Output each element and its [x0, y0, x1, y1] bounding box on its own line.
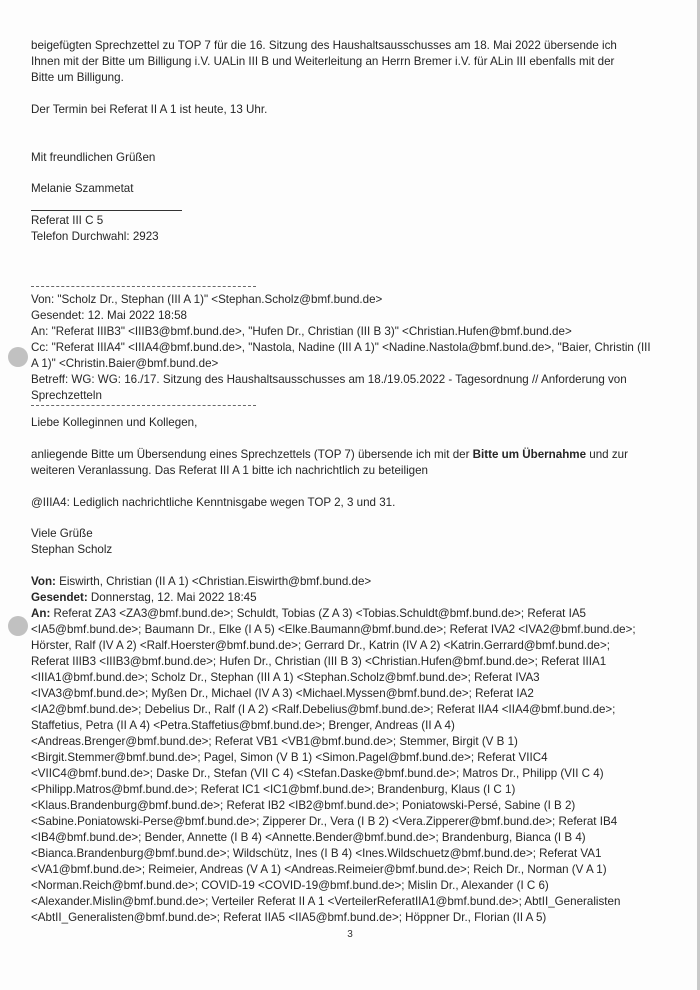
- header-cc: Cc: "Referat IIIA4" <IIIA4@bmf.bund.de>, "Nastola, Nadine (III A 1)" <Nadine.Nastola@bmf.bund.de>, "Baier, Christin (III: [31, 341, 651, 354]
- header-label: Gesendet:: [31, 591, 88, 604]
- recipient-line: <Birgit.Stemmer@bmf.bund.de>; Pagel, Simon (V B 1) <Simon.Pagel@bmf.bund.de>; Referat VIIC4: [31, 751, 548, 764]
- phone-text: Telefon Durchwahl: 2923: [31, 230, 159, 243]
- termin-note: [31, 102, 679, 118]
- signature-greeting: [31, 150, 679, 166]
- closing-text: Viele Grüße: [31, 527, 93, 540]
- message-separator: [31, 405, 256, 406]
- forward-header-1: [31, 292, 679, 404]
- recipient-line: Referat IIIB3 <IIIB3@bmf.bund.de>; Hufen Dr., Christian (III B 3) <Christian.Hufen@bmf.bund.de>; Referat IIIA1: [31, 655, 607, 668]
- punch-hole: [8, 616, 28, 636]
- recipient-line: [31, 606, 679, 622]
- recipient-line: Hörster, Ralf (IV A 2) <Ralf.Hoerster@bmf.bund.de>; Gerrard Dr., Katrin (IV A 2) <Katrin.Gerrard@bmf.bund.de>;: [31, 639, 611, 652]
- recipient-line: <VA1@bmf.bund.de>; Reimeier, Andreas (V A 1) <Andreas.Reimeier@bmf.bund.de>; Reich Dr., Norman (V A 1): [31, 863, 607, 876]
- recipient-line: <Andreas.Brenger@bmf.bund.de>; Referat VB1 <VB1@bmf.bund.de>; Stemmer, Birgit (V B 1): [31, 735, 518, 748]
- recipient-line: <IIIA1@bmf.bund.de>; Scholz Dr., Stephan (III A 1) <Stephan.Scholz@bmf.bund.de>; Referat IVA3: [31, 671, 540, 684]
- termin-text: Der Termin bei Referat II A 1 ist heute, 13 Uhr.: [31, 103, 268, 116]
- body-closing: [31, 526, 679, 558]
- recipient-line: <Klaus.Brandenburg@bmf.bund.de>; Referat IB2 <IB2@bmf.bund.de>; Poniatowski-Persé, Sabine (I B 2): [31, 799, 576, 812]
- header-from: Von: "Scholz Dr., Stephan (III A 1)" <Stephan.Scholz@bmf.bund.de>: [31, 293, 383, 306]
- recipient-line: <Philipp.Matros@bmf.bund.de>; Referat IC1 <IC1@bmf.bund.de>; Brandenburg, Klaus (I C 1): [31, 783, 516, 796]
- intro-paragraph: [31, 38, 679, 86]
- closing-name: Stephan Scholz: [31, 543, 113, 556]
- intro-line: Ihnen mit der Bitte um Billigung i.V. UALin III B und Weiterleitung an Herrn Bremer i.V. für ALin III ebenfalls mit der: [31, 55, 615, 68]
- signature-divider: [31, 210, 182, 211]
- body-emphasis: Bitte um Übernahme: [472, 448, 587, 461]
- header-label: An:: [31, 607, 51, 620]
- body-note: [31, 495, 679, 511]
- body-line: weiteren Veranlassung. Das Referat III A 1 bitte ich nachrichtlich zu beteiligen: [31, 464, 428, 477]
- sender-name: Melanie Szammetat: [31, 182, 134, 195]
- recipient-line: <Alexander.Mislin@bmf.bund.de>; Verteiler Referat II A 1 <VerteilerReferatIIA1@bmf.bund.de>; AbtII_Generalisten: [31, 895, 621, 908]
- body-line: [31, 447, 679, 463]
- header-subject: Sprechzetteln: [31, 389, 102, 402]
- recipient-line: <Bianca.Brandenburg@bmf.bund.de>; Wildschütz, Ines (I B 4) <Ines.Wildschuetz@bmf.bund.de>; Referat VA1: [31, 847, 602, 860]
- recipient-line: Staffetius, Petra (II A 4) <Petra.Staffetius@bmf.bund.de>; Brenger, Andreas (II A 4): [31, 719, 455, 732]
- body-text: und zur: [586, 448, 628, 461]
- recipient-line: <AbtII_Generalisten@bmf.bund.de>; Referat IIA5 <IIA5@bmf.bund.de>; Höppner Dr., Florian (II A 5): [31, 911, 547, 924]
- header-value: Eiswirth, Christian (II A 1) <Christian.Eiswirth@bmf.bund.de>: [55, 575, 372, 588]
- page-number: 3: [347, 929, 353, 940]
- recipient-line: <Norman.Reich@bmf.bund.de>; COVID-19 <COVID-19@bmf.bund.de>; Mislin Dr., Alexander (I C 6): [31, 879, 549, 892]
- punch-hole: [8, 347, 28, 367]
- header-from: [31, 574, 679, 590]
- signature-contact: [31, 213, 679, 245]
- recipient-line: <VIIC4@bmf.bund.de>; Daske Dr., Stefan (VII C 4) <Stefan.Daske@bmf.bund.de>; Matros Dr., Philipp (VII C 4): [31, 767, 604, 780]
- recipient-line: <IA5@bmf.bund.de>; Baumann Dr., Elke (I A 5) <Elke.Baumann@bmf.bund.de>; Referat IVA2 <IVA2@bmf.bund.de>;: [31, 623, 636, 636]
- recipient-line: <IA2@bmf.bund.de>; Debelius Dr., Ralf (I A 2) <Ralf.Debelius@bmf.bund.de>; Referat IIA4 <IIA4@bmf.bund.de>;: [31, 703, 616, 716]
- salutation: [31, 415, 679, 431]
- header-to: An: "Referat IIIB3" <IIIB3@bmf.bund.de>, "Hufen Dr., Christian (III B 3)" <Christian.Hufen@bmf.bund.de>: [31, 325, 572, 338]
- header-sent: Gesendet: 12. Mai 2022 18:58: [31, 309, 187, 322]
- body-paragraph: [31, 447, 679, 479]
- greeting-text: Mit freundlichen Grüßen: [31, 151, 156, 164]
- header-subject: Betreff: WG: WG: 16./17. Sitzung des Haushaltsausschusses am 18./19.05.2022 - Tagesordnung // Anforderung von: [31, 373, 627, 386]
- header-value: Donnerstag, 12. Mai 2022 18:45: [87, 591, 257, 604]
- intro-line: beigefügten Sprechzettel zu TOP 7 für die 16. Sitzung des Haushaltsausschusses am 18. Mai 2022 übersende ich: [31, 39, 617, 52]
- salutation-text: Liebe Kolleginnen und Kollegen,: [31, 416, 198, 429]
- recipient-line: <IB4@bmf.bund.de>; Bender, Annette (I B 4) <Annette.Bender@bmf.bund.de>; Brandenburg, Bianca (I B 4): [31, 831, 586, 844]
- header-label: Von:: [31, 575, 56, 588]
- recipient-list: [31, 606, 679, 926]
- note-text: @IIIA4: Lediglich nachrichtliche Kenntnisgabe wegen TOP 2, 3 und 31.: [31, 496, 396, 509]
- header-cc: A 1)" <Christin.Baier@bmf.bund.de>: [31, 357, 219, 370]
- forward-header-2: [31, 574, 679, 926]
- header-sent: [31, 590, 679, 606]
- unit-text: Referat III C 5: [31, 214, 104, 227]
- header-value: Referat ZA3 <ZA3@bmf.bund.de>; Schuldt, Tobias (Z A 3) <Tobias.Schuldt@bmf.bund.de>; Referat IA5: [50, 607, 587, 620]
- signature-name: [31, 181, 679, 197]
- recipient-line: <Sabine.Poniatowski-Perse@bmf.bund.de>; Zipperer Dr., Vera (I B 2) <Vera.Zipperer@bmf.bund.de>; Referat IB4: [31, 815, 618, 828]
- body-text: anliegende Bitte um Übersendung eines Sprechzettels (TOP 7) übersende ich mit der: [31, 448, 473, 461]
- intro-line: Bitte um Billigung.: [31, 71, 124, 84]
- recipient-line: <IVA3@bmf.bund.de>; Myßen Dr., Michael (IV A 3) <Michael.Myssen@bmf.bund.de>; Referat IA2: [31, 687, 534, 700]
- message-separator: [31, 286, 256, 287]
